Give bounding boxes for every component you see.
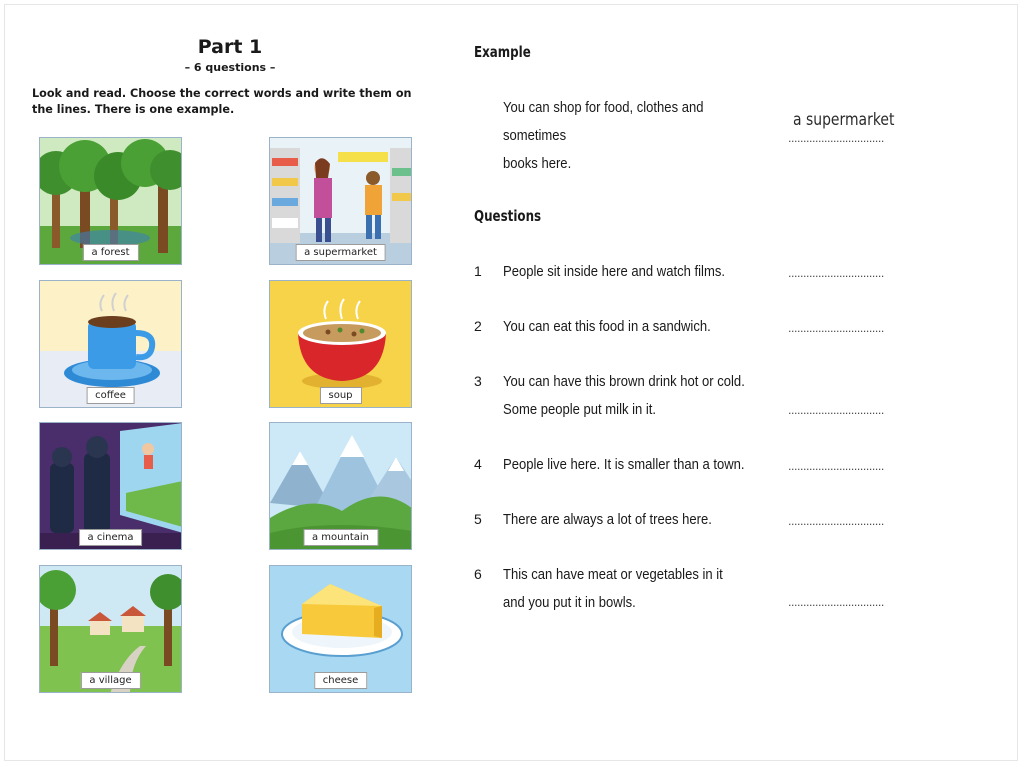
question-line: You can have this brown drink hot or cold. xyxy=(503,374,745,390)
picture-supermarket xyxy=(269,137,412,265)
answer-line-4[interactable]: ................................ xyxy=(788,460,884,473)
question-3-text xyxy=(503,368,755,424)
question-line: You can eat this food in a sandwich. xyxy=(503,319,711,335)
part-title: Part 1 xyxy=(197,36,263,58)
instructions: Look and read. Choose the correct words and write them on the lines. There is one example. xyxy=(32,87,412,116)
answer-line-1[interactable]: ................................ xyxy=(788,267,884,280)
question-line: People live here. It is smaller than a town. xyxy=(503,457,745,473)
picture-soup xyxy=(269,280,412,408)
example-text xyxy=(503,94,755,178)
answer-line-3[interactable]: ................................ xyxy=(788,404,884,417)
question-2-text xyxy=(503,313,755,341)
picture-label: a supermarket xyxy=(295,244,386,261)
picture-coffee xyxy=(39,280,182,408)
question-number-3: 3 xyxy=(474,373,482,389)
picture-village xyxy=(39,565,182,693)
question-number-1: 1 xyxy=(474,263,482,279)
answer-line-5[interactable]: ................................ xyxy=(788,515,884,528)
question-line: People sit inside here and watch films. xyxy=(503,264,725,280)
question-4-text xyxy=(503,451,755,479)
picture-label: soup xyxy=(319,387,361,404)
answer-line-6[interactable]: ................................ xyxy=(788,596,884,609)
picture-label: a village xyxy=(80,672,140,689)
question-number-6: 6 xyxy=(474,566,482,582)
picture-mountain xyxy=(269,422,412,550)
question-1-text xyxy=(503,258,755,286)
part-subtitle: – 6 questions – xyxy=(184,61,276,74)
picture-cinema xyxy=(39,422,182,550)
question-number-2: 2 xyxy=(474,318,482,334)
picture-label: coffee xyxy=(86,387,135,404)
example-heading: Example xyxy=(474,43,531,61)
picture-label: cheese xyxy=(314,672,368,689)
questions-heading: Questions xyxy=(474,207,542,225)
question-number-4: 4 xyxy=(474,456,482,472)
example-line-2: books here. xyxy=(503,156,572,172)
question-line: This can have meat or vegetables in it xyxy=(503,567,723,583)
question-6-text xyxy=(503,561,755,617)
example-answer: a supermarket xyxy=(793,110,895,130)
picture-cheese xyxy=(269,565,412,693)
question-5-text xyxy=(503,506,755,534)
answer-line-2[interactable]: ................................ xyxy=(788,322,884,335)
example-answer-line: ................................ xyxy=(788,132,884,145)
picture-label: a mountain xyxy=(303,529,378,546)
example-line-1: You can shop for food, clothes and sometimes xyxy=(503,100,704,144)
question-line: There are always a lot of trees here. xyxy=(503,512,712,528)
picture-label: a forest xyxy=(82,244,138,261)
question-line: Some people put milk in it. xyxy=(503,402,657,418)
question-line: and you put it in bowls. xyxy=(503,595,636,611)
picture-forest xyxy=(39,137,182,265)
question-number-5: 5 xyxy=(474,511,482,527)
picture-label: a cinema xyxy=(79,529,143,546)
